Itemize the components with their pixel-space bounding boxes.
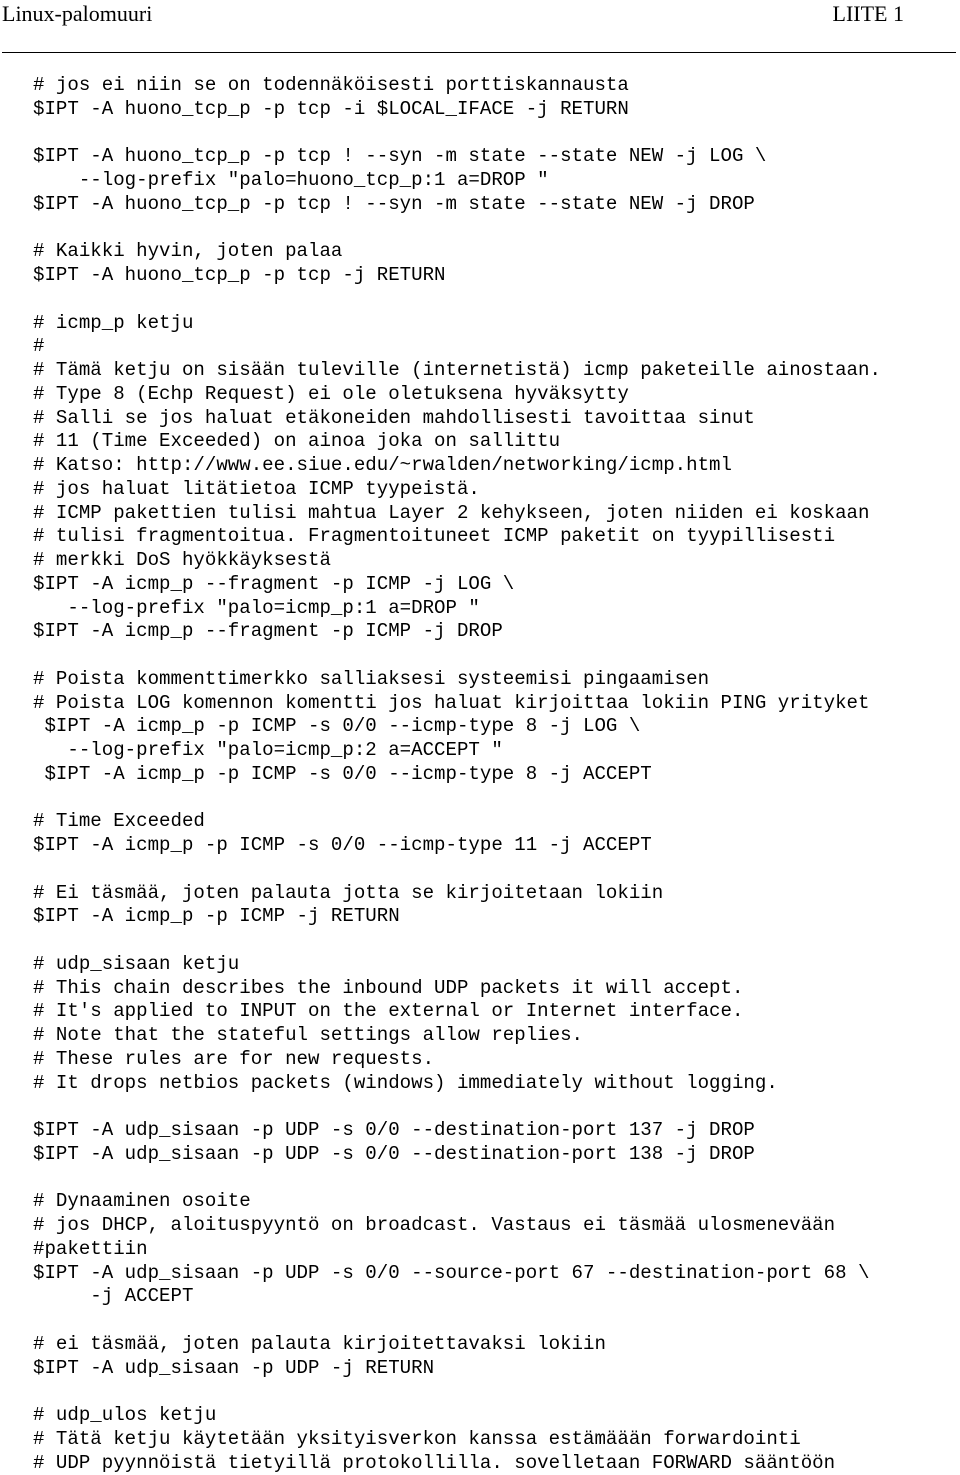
command-line: $IPT -A huono_tcp_p -p tcp -i $LOCAL_IFACE -j RETURN [33,98,958,122]
blank-line [33,1309,958,1333]
command-line: $IPT -A icmp_p --fragment -p ICMP -j DROP [33,620,958,644]
comment-line: # jos DHCP, aloituspyyntö on broadcast. Vastaus ei täsmää ulosmenevään [33,1214,958,1238]
command-line: --log-prefix "palo=icmp_p:1 a=DROP " [33,597,958,621]
comment-line: # Time Exceeded [33,810,958,834]
command-line: $IPT -A udp_sisaan -p UDP -j RETURN [33,1357,958,1381]
blank-line [33,122,958,146]
document-title: Linux-palomuuri [2,1,152,27]
comment-line: # [33,335,958,359]
comment-line: # Salli se jos haluat etäkoneiden mahdollisesti tavoittaa sinut [33,407,958,431]
comment-line: # Kaikki hyvin, joten palaa [33,240,958,264]
comment-line: # merkki DoS hyökkäyksestä [33,549,958,573]
comment-line: #pakettiin [33,1238,958,1262]
blank-line [33,217,958,241]
command-line: --log-prefix "palo=icmp_p:2 a=ACCEPT " [33,739,958,763]
comment-line: # Katso: http://www.ee.siue.edu/~rwalden/networking/icmp.html [33,454,958,478]
blank-line [33,858,958,882]
comment-line: # Ei täsmää, joten palauta jotta se kirjoitetaan lokiin [33,882,958,906]
comment-line: # udp_ulos ketju [33,1404,958,1428]
blank-line [33,1095,958,1119]
page-header [0,0,960,38]
command-line: $IPT -A icmp_p -p ICMP -s 0/0 --icmp-type 8 -j ACCEPT [33,763,958,787]
comment-line: # Dynaaminen osoite [33,1190,958,1214]
comment-line: # This chain describes the inbound UDP packets it will accept. [33,977,958,1001]
comment-line: # 11 (Time Exceeded) on ainoa joka on sallittu [33,430,958,454]
command-line: $IPT -A icmp_p -p ICMP -j RETURN [33,905,958,929]
command-line: $IPT -A icmp_p -p ICMP -s 0/0 --icmp-type 8 -j LOG \ [33,715,958,739]
command-line: $IPT -A icmp_p --fragment -p ICMP -j LOG \ [33,573,958,597]
comment-line: # udp_sisaan ketju [33,953,958,977]
command-line: $IPT -A icmp_p -p ICMP -s 0/0 --icmp-type 11 -j ACCEPT [33,834,958,858]
comment-line: # jos haluat litätietoa ICMP tyypeistä. [33,478,958,502]
blank-line [33,1167,958,1191]
command-line: $IPT -A udp_sisaan -p UDP -s 0/0 --destination-port 138 -j DROP [33,1143,958,1167]
blank-line [33,787,958,811]
comment-line: # It's applied to INPUT on the external or Internet interface. [33,1000,958,1024]
command-line: $IPT -A huono_tcp_p -p tcp -j RETURN [33,264,958,288]
blank-line [33,1380,958,1404]
blank-line [33,644,958,668]
command-line: $IPT -A huono_tcp_p -p tcp ! --syn -m state --state NEW -j DROP [33,193,958,217]
comment-line: # Tätä ketju käytetään yksityisverkon kanssa estämäään forwardointi [33,1428,958,1452]
command-line: $IPT -A udp_sisaan -p UDP -s 0/0 --source-port 67 --destination-port 68 \ [33,1262,958,1286]
header-divider [2,52,956,53]
comment-line: # UDP pyynnöistä tietyillä protokollilla. sovelletaan FORWARD sääntöön [33,1452,958,1475]
comment-line: # Poista kommenttimerkko salliaksesi systeemisi pingaamisen [33,668,958,692]
code-listing [33,74,958,1475]
blank-line [33,288,958,312]
comment-line: # Tämä ketju on sisään tuleville (internetistä) icmp paketeille ainostaan. [33,359,958,383]
comment-line: # It drops netbios packets (windows) immediately without logging. [33,1072,958,1096]
comment-line: # jos ei niin se on todennäköisesti porttiskannausta [33,74,958,98]
comment-line: # Poista LOG komennon komentti jos haluat kirjoittaa lokiin PING yrityket [33,692,958,716]
comment-line: # Note that the stateful settings allow replies. [33,1024,958,1048]
blank-line [33,929,958,953]
comment-line: # ICMP pakettien tulisi mahtua Layer 2 kehykseen, joten niiden ei koskaan [33,502,958,526]
command-line: --log-prefix "palo=huono_tcp_p:1 a=DROP " [33,169,958,193]
command-line: $IPT -A udp_sisaan -p UDP -s 0/0 --destination-port 137 -j DROP [33,1119,958,1143]
comment-line: # tulisi fragmentoitua. Fragmentoituneet ICMP paketit on tyypillisesti [33,525,958,549]
appendix-label: LIITE 1 [833,1,904,27]
command-line: $IPT -A huono_tcp_p -p tcp ! --syn -m state --state NEW -j LOG \ [33,145,958,169]
comment-line: # Type 8 (Echp Request) ei ole oletuksena hyväksytty [33,383,958,407]
command-line: -j ACCEPT [33,1285,958,1309]
comment-line: # These rules are for new requests. [33,1048,958,1072]
comment-line: # icmp_p ketju [33,312,958,336]
comment-line: # ei täsmää, joten palauta kirjoitettavaksi lokiin [33,1333,958,1357]
